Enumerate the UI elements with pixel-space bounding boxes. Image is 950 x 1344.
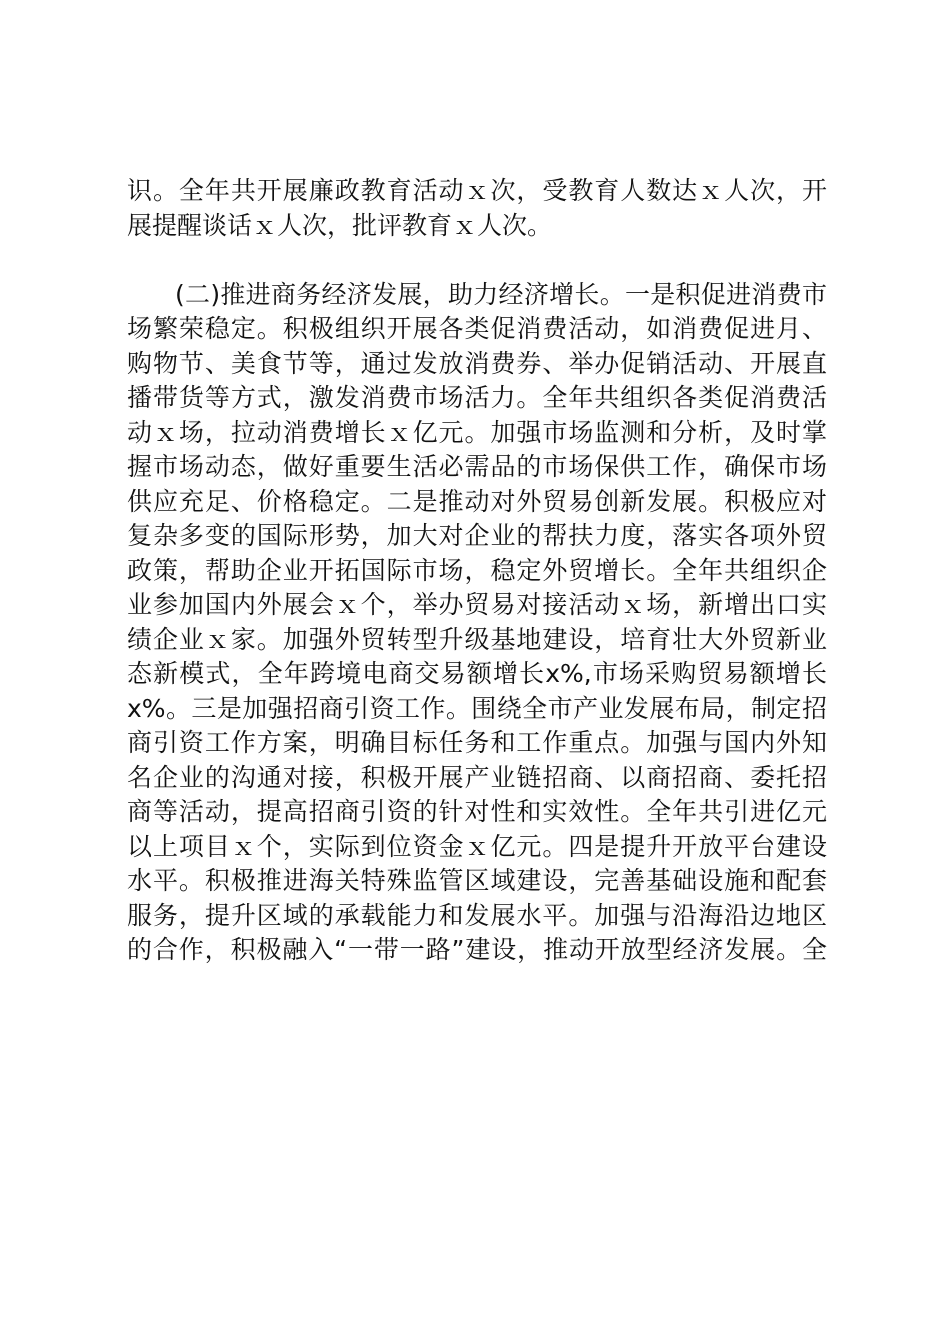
text-line-15: x%。三是加强招商引资工作。围绕全市产业发展布局，制定招 [127,693,827,723]
text-line-1: 识。全年共开展廉政教育活动ｘ次，受教育人数达ｘ人次，开 [127,176,827,205]
text-line-6: 播带货等方式，激发消费市场活力。全年共组织各类促消费活 [127,383,827,412]
text-line-8: 握市场动态，做好重要生活必需品的市场保供工作，确保市场 [127,452,827,481]
text-line-22: 的合作，积极融入“一带一路”建设，推动开放型经济发展。全 [127,935,827,964]
text-line-10: 复杂多变的国际形势，加大对企业的帮扶力度，落实各项外贸 [127,521,827,550]
text-line-14: 态新模式，全年跨境电商交易额增长x%,市场采购贸易额增长 [127,659,827,688]
text-line-11: 政策，帮助企业开拓国际市场，稳定外贸增长。全年共组织企 [127,555,827,585]
text-line-13: 绩企业ｘ家。加强外贸转型升级基地建设，培育壮大外贸新业 [127,624,827,654]
text-line-4: 场繁荣稳定。积极组织开展各类促消费活动，如消费促进月、 [127,314,827,343]
body-text [127,174,827,968]
text-line-17: 名企业的沟通对接，积极开展产业链招商、以商招商、委托招 [127,762,827,792]
text-line-3: (二)推进商务经济发展，助力经济增长。一是积促进消费市 [175,279,827,309]
text-line-9: 供应充足、价格稳定。二是推动对外贸易创新发展。积极应对 [127,486,827,516]
text-line-7: 动ｘ场，拉动消费增长ｘ亿元。加强市场监测和分析，及时掌 [127,417,827,447]
text-line-18: 商等活动，提高招商引资的针对性和实效性。全年共引进亿元 [127,797,827,826]
text-line-20: 水平。积极推进海关特殊监管区域建设，完善基础设施和配套 [127,866,827,895]
text-line-19: 以上项目ｘ个，实际到位资金ｘ亿元。四是提升开放平台建设 [127,831,827,861]
text-line-21: 服务，提升区域的承载能力和发展水平。加强与沿海沿边地区 [127,900,827,930]
text-line-5: 购物节、美食节等，通过发放消费券、举办促销活动、开展直 [127,348,827,378]
text-line-2: 展提醒谈话ｘ人次，批评教育ｘ人次。 [127,210,553,240]
text-line-16: 商引资工作方案，明确目标任务和工作重点。加强与国内外知 [127,728,827,757]
text-line-12: 业参加国内外展会ｘ个，举办贸易对接活动ｘ场，新增出口实 [127,590,827,619]
